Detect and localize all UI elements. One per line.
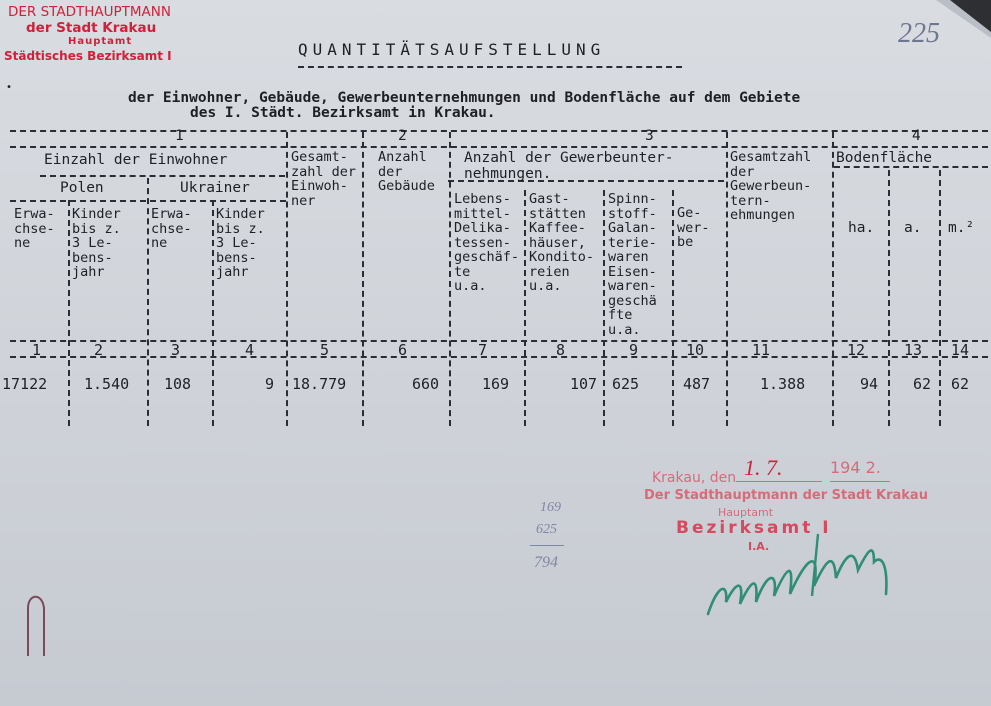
- stamp-bottom-line-2: Hauptamt: [718, 506, 774, 519]
- column-rule: [832, 132, 834, 426]
- stamp-line-4: Städtisches Bezirksamt I: [4, 49, 172, 63]
- value-cell: 1.388: [760, 375, 806, 393]
- value-cell: 169: [482, 375, 510, 393]
- value-cell: 107: [570, 375, 598, 393]
- table-rule: [834, 166, 988, 168]
- document-title: QUANTITÄTSAUFSTELLUNG: [298, 40, 606, 59]
- group-number: 2: [398, 128, 407, 144]
- stamp-bottom-line-3: Bezirksamt I: [676, 518, 832, 538]
- column-rule: [212, 200, 214, 426]
- subtitle-line-2: des I. Städt. Bezirksamt in Krakau.: [190, 105, 496, 121]
- margin-dot: •: [6, 82, 13, 93]
- punch-hole-mark: [22, 586, 52, 666]
- column-rule: [147, 178, 149, 426]
- column-number: 1: [32, 341, 42, 359]
- column-number: 6: [398, 341, 408, 359]
- header-erwachsene-polen: Erwa- chse- ne: [14, 206, 55, 251]
- header-gesamtzahl: Gesamt- zahl der Einwoh- ner: [291, 149, 357, 209]
- column-rule: [524, 190, 526, 426]
- column-rule: [672, 190, 674, 426]
- header-gebaeude: Anzahl der Gebäude: [378, 149, 435, 194]
- stamp-line-1: DER STADTHAUPTMANN: [8, 4, 171, 20]
- date-underline: [830, 481, 890, 482]
- group-number: 3: [645, 128, 654, 144]
- header-gewerbe: Anzahl der Gewerbeunter- nehmungen.: [464, 150, 674, 182]
- column-number: 8: [556, 341, 566, 359]
- column-rule: [603, 190, 605, 426]
- header-gewerbe-col: Ge- wer- be: [677, 205, 710, 250]
- value-cell: 62: [913, 375, 932, 393]
- column-rule: [939, 170, 941, 426]
- header-gesamt-gewerbe: Gesamtzahl der Gewerbeun- tern- ehmungen: [730, 149, 812, 223]
- subtitle-line-1: der Einwohner, Gebäude, Gewerbeunternehmungen und Bodenfläche auf dem Gebiete: [128, 90, 801, 106]
- folded-corner: [936, 0, 991, 40]
- value-cell: 18.779: [292, 375, 347, 393]
- header-m2: m.²: [948, 220, 975, 236]
- column-number: 9: [629, 341, 639, 359]
- column-number: 3: [171, 341, 181, 359]
- column-number: 11: [752, 341, 771, 359]
- pencil-addend-1: 169: [540, 500, 561, 515]
- page-number: 225: [898, 18, 940, 49]
- column-number: 5: [320, 341, 330, 359]
- header-spinnstoff: Spinn- stoff- Galan- terie- waren Eisen- waren- geschä fte u.a.: [608, 191, 657, 338]
- value-cell: 487: [683, 375, 711, 393]
- stamp-bottom-line-1: Der Stadthauptmann der Stadt Krakau: [644, 488, 928, 503]
- group-number: 1: [175, 128, 184, 144]
- header-gaststaetten: Gast- stätten Kaffee- häuser, Kondito- reien u.a.: [529, 191, 595, 294]
- value-cell: 17122: [2, 375, 48, 393]
- header-ukrainer: Ukrainer: [180, 180, 250, 196]
- column-rule: [449, 132, 451, 426]
- column-number: 2: [94, 341, 104, 359]
- column-number: 7: [478, 341, 488, 359]
- column-rule: [286, 132, 288, 426]
- stamp-bottom-line-4: I.A.: [748, 540, 770, 553]
- header-einwohner: Einzahl der Einwohner: [44, 152, 228, 168]
- pencil-sum-line: [530, 545, 564, 546]
- header-kinder-ukrainer: Kinder bis z. 3 Le- bens- jahr: [216, 206, 265, 280]
- date-year: 194 2.: [830, 458, 881, 477]
- value-cell: 94: [860, 375, 879, 393]
- column-number: 14: [951, 341, 970, 359]
- date-day-month: 1. 7.: [744, 455, 783, 480]
- table-rule: [10, 146, 988, 148]
- stamp-line-2: der Stadt Krakau: [26, 20, 157, 36]
- value-cell: 62: [951, 375, 970, 393]
- value-cell: 108: [164, 375, 192, 393]
- date-prefix: Krakau, den: [652, 470, 737, 486]
- header-a: a.: [904, 220, 922, 236]
- value-cell: 625: [612, 375, 640, 393]
- group-number: 4: [912, 128, 921, 144]
- header-kinder-polen: Kinder bis z. 3 Le- bens- jahr: [72, 206, 121, 280]
- table-rule: [10, 356, 988, 358]
- value-cell: 9: [265, 375, 275, 393]
- stamp-line-3: Hauptamt: [68, 36, 133, 47]
- header-lebensmittel: Lebens- mittel- Delika- tessen- geschäf- te u.a.: [454, 191, 520, 294]
- title-underline: [298, 66, 682, 68]
- header-erwachsene-ukrainer: Erwa- chse- ne: [151, 206, 192, 251]
- date-underline: [736, 481, 822, 482]
- table-rule: [10, 130, 988, 132]
- table-rule: [10, 340, 988, 342]
- value-cell: 1.540: [84, 375, 130, 393]
- pencil-addend-2: 625: [536, 522, 557, 537]
- column-rule: [68, 200, 70, 426]
- column-rule: [888, 170, 890, 426]
- pencil-total: 794: [534, 554, 558, 571]
- signature-image: [698, 524, 898, 624]
- column-rule: [726, 132, 728, 426]
- column-number: 4: [245, 341, 255, 359]
- table-rule: [40, 175, 285, 177]
- header-bodenflaeche: Bodenfläche: [836, 150, 933, 166]
- column-number: 12: [847, 341, 866, 359]
- value-cell: 660: [412, 375, 440, 393]
- column-number: 13: [904, 341, 923, 359]
- header-polen: Polen: [60, 180, 104, 196]
- column-rule: [362, 132, 364, 426]
- column-number: 10: [686, 341, 705, 359]
- header-ha: ha.: [848, 220, 875, 236]
